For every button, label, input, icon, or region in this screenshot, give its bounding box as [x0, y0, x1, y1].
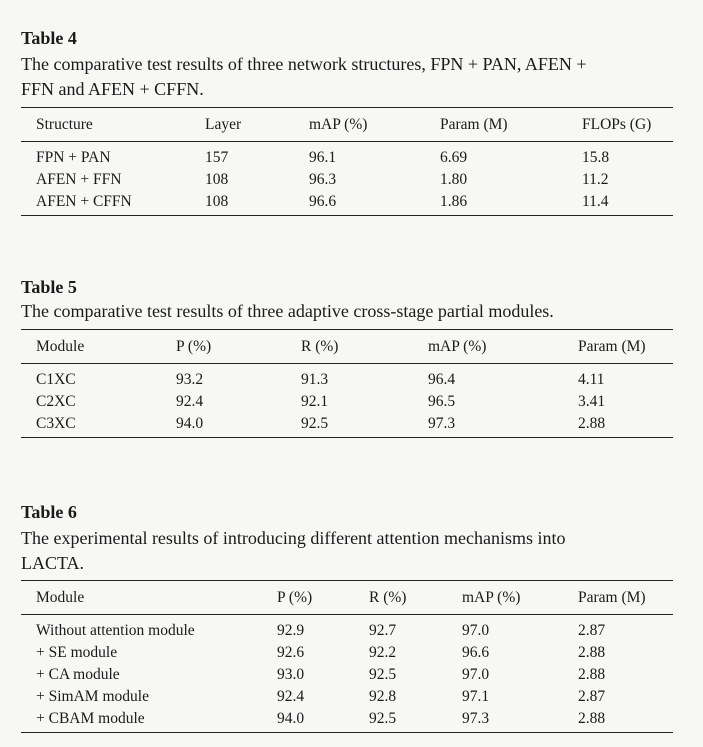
table-cell: 3.41	[578, 393, 606, 410]
table-cell: 97.3	[462, 710, 490, 727]
table-4-bottom-rule	[21, 215, 673, 216]
table-cell: + CBAM module	[36, 710, 145, 727]
table-4-label: Table 4	[21, 28, 77, 48]
table-6-header-rule	[21, 614, 673, 615]
column-header: mAP (%)	[462, 589, 521, 606]
table-cell: 92.6	[277, 644, 305, 661]
table-cell: 96.3	[309, 171, 337, 188]
column-header: Param (M)	[440, 116, 508, 133]
table-cell: 94.0	[277, 710, 305, 727]
table-cell: 6.69	[440, 149, 468, 166]
table-cell: 96.4	[428, 371, 456, 388]
table-cell: 92.2	[369, 644, 397, 661]
table-cell: Without attention module	[36, 622, 195, 639]
table-cell: 1.80	[440, 171, 468, 188]
table-row	[21, 415, 673, 437]
table-row	[21, 710, 673, 732]
table-cell: 96.1	[309, 149, 337, 166]
table-row	[21, 149, 673, 171]
table-cell: C1XC	[36, 371, 76, 388]
table-6-caption-line-1: The experimental results of introducing different attention mechanisms into	[21, 528, 566, 548]
table-cell: 15.8	[582, 149, 610, 166]
table-cell: 97.0	[462, 666, 490, 683]
table-cell: 96.5	[428, 393, 456, 410]
table-row	[21, 193, 673, 215]
table-5-bottom-rule	[21, 437, 673, 438]
column-header: Param (M)	[578, 338, 646, 355]
column-header: FLOPs (G)	[582, 116, 652, 133]
table-4-caption-line-1: The comparative test results of three network structures, FPN + PAN, AFEN +	[21, 54, 587, 74]
column-header: Param (M)	[578, 589, 646, 606]
column-header: Module	[36, 338, 85, 355]
table-cell: 92.5	[301, 415, 329, 432]
table-cell: 94.0	[176, 415, 204, 432]
column-header: Layer	[205, 116, 242, 133]
table-5-header-rule	[21, 363, 673, 364]
table-cell: 92.4	[277, 688, 305, 705]
table-cell: AFEN + CFFN	[36, 193, 132, 210]
table-cell: 92.8	[369, 688, 397, 705]
table-row	[21, 371, 673, 393]
table-cell: + SE module	[36, 644, 118, 661]
table-4	[21, 27, 673, 216]
table-cell: + SimAM module	[36, 688, 149, 705]
table-cell: 92.5	[369, 710, 397, 727]
table-cell: C2XC	[36, 393, 76, 410]
table-cell: 2.87	[578, 622, 606, 639]
table-cell: 2.88	[578, 644, 606, 661]
table-cell: 4.11	[578, 371, 605, 388]
table-5-label: Table 5	[21, 277, 77, 297]
table-cell: 1.86	[440, 193, 468, 210]
table-cell: 2.88	[578, 415, 606, 432]
table-row	[21, 393, 673, 415]
table-4-header-row	[21, 108, 673, 141]
table-6-caption-line-2: LACTA.	[21, 553, 85, 573]
table-cell: 108	[205, 171, 229, 188]
table-row	[21, 644, 673, 666]
table-6-bottom-rule	[21, 732, 673, 733]
table-cell: 11.2	[582, 171, 609, 188]
table-cell: 92.5	[369, 666, 397, 683]
table-6	[21, 501, 673, 733]
table-5	[21, 276, 673, 438]
table-cell: 2.88	[578, 710, 606, 727]
column-header: mAP (%)	[309, 116, 368, 133]
table-cell: 96.6	[462, 644, 490, 661]
table-cell: AFEN + FFN	[36, 171, 122, 188]
table-5-header-row	[21, 330, 673, 363]
table-cell: 97.3	[428, 415, 456, 432]
table-cell: 91.3	[301, 371, 329, 388]
table-6-header-row	[21, 581, 673, 614]
table-cell: 92.7	[369, 622, 397, 639]
column-header: R (%)	[301, 338, 339, 355]
table-cell: 157	[205, 149, 229, 166]
table-cell: 93.2	[176, 371, 204, 388]
table-cell: 92.9	[277, 622, 305, 639]
table-cell: 92.1	[301, 393, 329, 410]
column-header: R (%)	[369, 589, 407, 606]
table-cell: 11.4	[582, 193, 609, 210]
table-4-header-rule	[21, 141, 673, 142]
table-cell: 2.87	[578, 688, 606, 705]
table-cell: 108	[205, 193, 229, 210]
table-cell: + CA module	[36, 666, 120, 683]
column-header: Module	[36, 589, 85, 606]
column-header: P (%)	[176, 338, 212, 355]
table-cell: 96.6	[309, 193, 337, 210]
table-cell: 97.1	[462, 688, 490, 705]
column-header: P (%)	[277, 589, 313, 606]
table-cell: C3XC	[36, 415, 76, 432]
table-row	[21, 622, 673, 644]
column-header: mAP (%)	[428, 338, 487, 355]
table-row	[21, 171, 673, 193]
table-cell: 2.88	[578, 666, 606, 683]
table-6-label: Table 6	[21, 502, 77, 522]
table-5-caption-line-1: The comparative test results of three adaptive cross-stage partial modules.	[21, 301, 554, 321]
table-4-caption-line-2: FFN and AFEN + CFFN.	[21, 79, 204, 99]
column-header: Structure	[36, 116, 93, 133]
table-cell: 92.4	[176, 393, 204, 410]
table-cell: FPN + PAN	[36, 149, 111, 166]
table-row	[21, 688, 673, 710]
table-cell: 93.0	[277, 666, 305, 683]
table-row	[21, 666, 673, 688]
table-cell: 97.0	[462, 622, 490, 639]
